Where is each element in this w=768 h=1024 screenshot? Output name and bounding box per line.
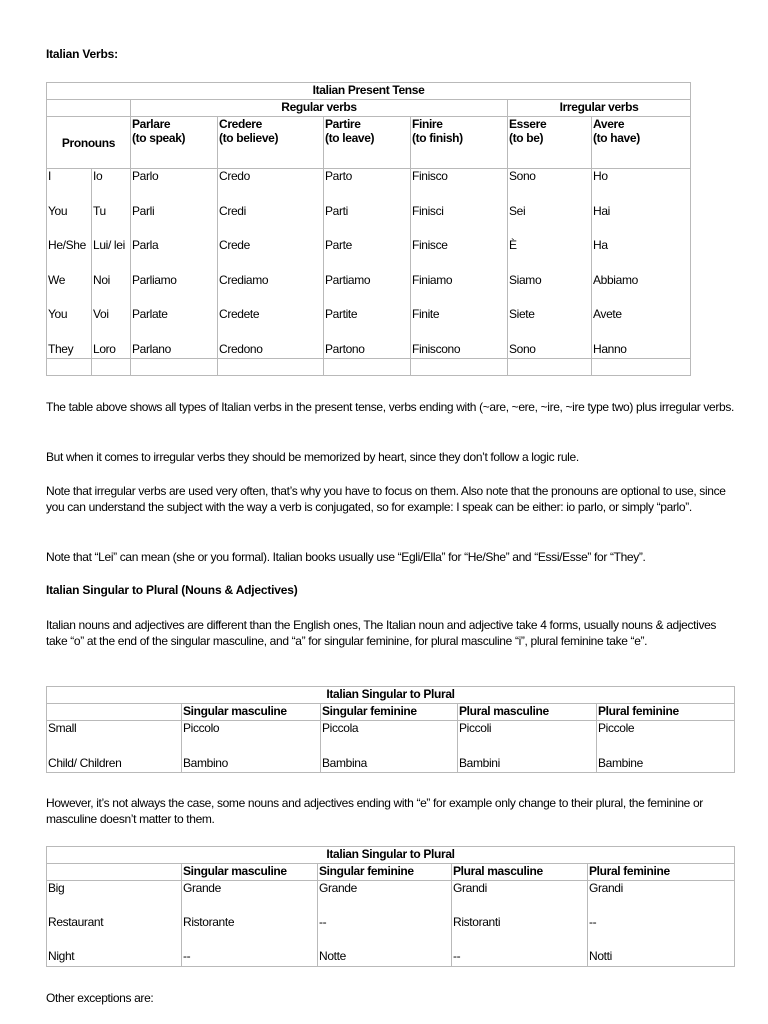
cell-text: Finisco <box>412 169 448 183</box>
paragraph-other-exceptions: Other exceptions are: <box>46 991 154 1005</box>
english-pronouns-cell <box>47 169 92 359</box>
paragraph-lei-note: Note that “Lei” can mean (she or you formal). Italian books usually use “Egli/Ella” for “He/She” and “Essi/Esse” for “They”. <box>46 550 646 564</box>
column-header: Singular feminine <box>321 704 458 721</box>
table-title: Italian Singular to Plural <box>47 847 735 864</box>
table-row-block <box>47 881 735 967</box>
empty-cell <box>92 359 131 376</box>
word-cell <box>47 721 182 773</box>
empty-cell <box>218 359 324 376</box>
cell-text: Parla <box>132 238 159 252</box>
plural-heading: Italian Singular to Plural (Nouns & Adjectives) <box>46 583 298 597</box>
cell-text: Crediamo <box>219 272 269 287</box>
cell-text: Finiscono <box>412 341 461 356</box>
cell-text: Ha <box>593 238 608 252</box>
pronouns-header: Pronouns <box>47 117 131 169</box>
cell-text: Sei <box>509 203 526 218</box>
italian-pronouns-cell <box>92 169 131 359</box>
cell-text: Notti <box>589 949 612 963</box>
verb-header: Finire (to finish) <box>411 117 508 169</box>
cell-text: Credo <box>219 169 250 183</box>
verb-header-row <box>47 117 691 169</box>
paragraph-verbs-summary: The table above shows all types of Italian verbs in the present tense, verbs ending with (~are, ~ere, ~ire, ~ire type two) plus irregular verbs. <box>46 400 734 414</box>
paragraph-exceptions-e: However, it’s not always the case, some nouns and adjectives ending with “e” for example only change to their plural, the feminine or masculine doesn’t matter to them. <box>46 796 703 826</box>
empty-cell <box>47 359 92 376</box>
cell-text: Parlate <box>132 307 168 321</box>
cell-text: Siete <box>509 307 535 321</box>
empty-cell <box>592 359 691 376</box>
cell-text: Bambino <box>183 756 228 770</box>
conjugation-cell <box>218 169 324 359</box>
cell-text: Grande <box>183 881 221 895</box>
column-header: Plural masculine <box>458 704 597 721</box>
cell-text: Grandi <box>453 881 487 895</box>
empty-cell <box>411 359 508 376</box>
cell-text: Bambina <box>322 756 367 770</box>
paragraph-nouns-adjectives: Italian nouns and adjectives are different than the English ones, The Italian noun and adjective take 4 forms, usually nouns & adjectives take “o” at the end of the singular masculine, and “a” for singular feminine, for plural masculine “i”, plural feminine take “e”. <box>46 618 717 648</box>
cell-text: Tu <box>93 203 106 218</box>
cell-text: Grande <box>319 881 357 895</box>
column-header: Plural feminine <box>597 704 735 721</box>
verb-header: Avere (to have) <box>592 117 691 169</box>
cell-text: He/She <box>48 238 86 252</box>
empty-cell <box>131 359 218 376</box>
cell-text: -- <box>453 949 461 963</box>
column-header: Plural feminine <box>588 864 735 881</box>
paragraph-pronoun-note: Note that irregular verbs are used very often, that’s why you have to focus on them. Also note that the pronouns are optional to use, since you can understand the subject with the way a verb is conjugated, so for example: I speak can be either: io parlo, or simply “parlo”. <box>46 484 726 514</box>
cell-text: È <box>509 238 517 252</box>
conjugation-cell <box>131 169 218 359</box>
verb-header: Parlare (to speak) <box>131 117 218 169</box>
cell-text: Abbiamo <box>593 272 638 287</box>
form-cell <box>597 721 735 773</box>
cell-text: Hanno <box>593 341 627 356</box>
cell-text: -- <box>183 949 191 963</box>
cell-text: Sono <box>509 341 536 356</box>
cell-text: They <box>48 341 74 356</box>
form-cell <box>452 881 588 967</box>
present-tense-table <box>46 82 691 376</box>
cell-text: Bambini <box>459 756 500 770</box>
form-cell <box>321 721 458 773</box>
form-cell <box>182 721 321 773</box>
cell-text: Grandi <box>589 881 623 895</box>
form-cell <box>182 881 318 967</box>
cell-text: I <box>48 169 51 183</box>
column-header: Plural masculine <box>452 864 588 881</box>
column-header: Singular masculine <box>182 864 318 881</box>
conjugation-cell <box>592 169 691 359</box>
cell-text: Parto <box>325 169 352 183</box>
cell-text: Finiamo <box>412 272 453 287</box>
cell-text: Child/ Children <box>48 756 122 770</box>
plural-table-2 <box>46 846 735 967</box>
cell-text: Partiamo <box>325 272 371 287</box>
cell-text: Piccola <box>322 721 359 735</box>
table-row-block <box>47 721 735 773</box>
cell-text: -- <box>319 915 327 929</box>
form-cell <box>588 881 735 967</box>
cell-text: Voi <box>93 307 109 321</box>
cell-text: Parlano <box>132 341 171 356</box>
cell-text: Hai <box>593 203 610 218</box>
cell-text: Io <box>93 169 103 183</box>
cell-text: Lui/ lei <box>93 238 125 252</box>
cell-text: Bambine <box>598 756 643 770</box>
cell-text: You <box>48 203 68 218</box>
cell-text: Ristorante <box>183 915 235 929</box>
cell-text: Crede <box>219 238 250 252</box>
verb-header: Essere (to be) <box>508 117 592 169</box>
regular-verbs-header: Regular verbs <box>131 100 508 117</box>
verb-header: Credere (to believe) <box>218 117 324 169</box>
table-title: Italian Present Tense <box>47 83 691 100</box>
cell-text: Sono <box>509 169 536 183</box>
cell-text: Notte <box>319 949 346 963</box>
conjugation-cell <box>411 169 508 359</box>
column-header: Singular masculine <box>182 704 321 721</box>
cell-text: Credono <box>219 341 263 356</box>
verb-header: Partire (to leave) <box>324 117 411 169</box>
plural-table-1 <box>46 686 735 773</box>
cell-text: You <box>48 307 68 321</box>
cell-text: Finisce <box>412 238 448 252</box>
cell-text: Loro <box>93 341 116 356</box>
irregular-verbs-header: Irregular verbs <box>508 100 691 117</box>
cell-text: Credi <box>219 203 246 218</box>
empty-cell <box>47 100 131 117</box>
table-title: Italian Singular to Plural <box>47 687 735 704</box>
cell-text: Parte <box>325 238 352 252</box>
cell-text: Noi <box>93 272 110 287</box>
cell-text: Partite <box>325 307 358 321</box>
cell-text: Night <box>48 949 75 963</box>
cell-text: Parliamo <box>132 272 177 287</box>
cell-text: Siamo <box>509 272 542 287</box>
cell-text: We <box>48 272 66 287</box>
conjugation-cell <box>324 169 411 359</box>
cell-text: Piccoli <box>459 721 492 735</box>
empty-cell <box>324 359 411 376</box>
cell-text: Finisci <box>412 203 444 218</box>
cell-text: Small <box>48 721 77 735</box>
form-cell <box>458 721 597 773</box>
cell-text: Parti <box>325 203 348 218</box>
form-cell <box>318 881 452 967</box>
paragraph-irregular-note: But when it comes to irregular verbs they should be memorized by heart, since they don’t follow a logic rule. <box>46 450 579 464</box>
cell-text: Parlo <box>132 169 159 183</box>
column-header: Singular feminine <box>318 864 452 881</box>
empty-cell <box>47 704 182 721</box>
empty-cell <box>508 359 592 376</box>
verbs-heading: Italian Verbs: <box>46 47 118 61</box>
empty-cell <box>47 864 182 881</box>
cell-text: Avete <box>593 307 622 321</box>
cell-text: -- <box>589 915 597 929</box>
conjugation-cell <box>508 169 592 359</box>
cell-text: Big <box>48 881 65 895</box>
cell-text: Partono <box>325 341 365 356</box>
cell-text: Ristoranti <box>453 915 501 929</box>
cell-text: Credete <box>219 307 260 321</box>
cell-text: Piccole <box>598 721 635 735</box>
cell-text: Ho <box>593 169 608 183</box>
conjugation-block <box>47 169 691 359</box>
cell-text: Finite <box>412 307 440 321</box>
word-cell <box>47 881 182 967</box>
cell-text: Parli <box>132 203 155 218</box>
cell-text: Restaurant <box>48 915 104 929</box>
cell-text: Piccolo <box>183 721 220 735</box>
